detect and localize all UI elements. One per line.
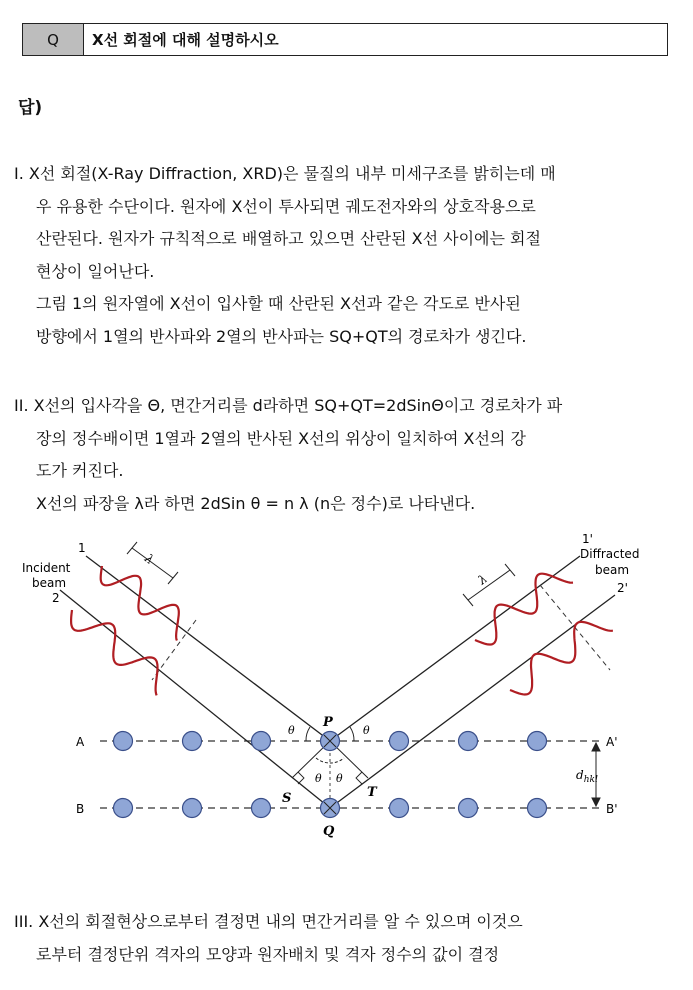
- row-a-prime-label: A': [606, 735, 618, 749]
- question-box: [22, 23, 668, 56]
- ray-label-1-prime: 1': [582, 532, 593, 546]
- section-2-line: II. X선의 입사각을 Θ, 면간거리를 d라하면 SQ+QT=2dSinΘ이고 경로차가 파: [14, 396, 563, 415]
- ray-label-2: 2: [52, 591, 60, 605]
- question-text: X선 회절에 대해 설명하시오: [92, 31, 279, 49]
- incident-label-1: Incident: [22, 561, 71, 575]
- incident-wave-1: [101, 566, 179, 641]
- lambda-marker-incident: [127, 542, 178, 584]
- lambda-label-diffracted: λ: [475, 571, 490, 588]
- atom: [114, 732, 133, 751]
- theta-arc-1: [306, 727, 310, 741]
- question-label: Q: [23, 24, 84, 55]
- section-3-line: 로부터 결정단위 격자의 모양과 원자배치 및 격자 정수의 값이 결정: [36, 944, 500, 964]
- theta-label-1: θ: [288, 724, 295, 737]
- theta-arc-2: [350, 727, 354, 741]
- lambda-label-incident: λ: [142, 551, 157, 567]
- spacing-label: $d_{hkl}$: [576, 768, 598, 785]
- row-b-prime-label: B': [606, 802, 618, 816]
- xrd-diagram-svg: [20, 530, 670, 845]
- section-1-line: 우 유용한 수단이다. 원자에 X선이 투사되면 궤도전자와의 상호작용으로: [36, 196, 536, 216]
- point-s-label: S: [282, 791, 292, 806]
- atom: [390, 799, 409, 818]
- section-1-line: 그림 1의 원자열에 X선이 입사할 때 산란된 X선과 같은 각도로 반사된: [36, 294, 521, 313]
- section-2-line: 도가 커진다.: [36, 461, 124, 480]
- atom: [183, 799, 202, 818]
- ray-label-2-prime: 2': [617, 581, 628, 595]
- row-a-label: A: [76, 735, 85, 749]
- atom: [183, 732, 202, 751]
- theta-label-2: θ: [363, 724, 370, 737]
- lambda-marker-diffracted: [463, 564, 515, 606]
- ray-label-1: 1: [78, 541, 86, 555]
- point-t-label: T: [367, 785, 377, 800]
- xrd-diagram: [20, 530, 670, 845]
- section-1-line: 산란된다. 원자가 규칙적으로 배열하고 있으면 산란된 X선 사이에는 회절: [36, 229, 541, 248]
- diffracted-label-2: beam: [595, 563, 630, 577]
- point-q-label: Q: [323, 824, 335, 839]
- atom: [390, 732, 409, 751]
- section-3: [14, 906, 669, 971]
- section-2: [14, 390, 669, 520]
- theta-label-4: θ: [336, 772, 343, 785]
- section-1-line: 현상이 일어난다.: [36, 261, 155, 281]
- atom: [459, 732, 478, 751]
- right-angle-t: [356, 772, 362, 784]
- atoms: [114, 732, 547, 818]
- row-b-label: B: [76, 802, 85, 816]
- theta-label-3: θ: [315, 772, 322, 785]
- incident-wavefront: [152, 620, 196, 680]
- section-1-line: 방향에서 1열의 반사파와 2열의 반사파는 SQ+QT의 경로차가 생긴다.: [36, 326, 527, 346]
- incident-label-2: beam: [32, 576, 67, 590]
- section-1-line: I. X선 회절(X-Ray Diffraction, XRD)은 물질의 내부 미세구조를 밝히는데 매: [14, 164, 556, 183]
- atom: [459, 799, 478, 818]
- atom: [252, 732, 271, 751]
- section-2-line: 장의 정수배이면 1열과 2열의 반사된 X선의 위상이 일치하여 X선의 강: [36, 428, 526, 448]
- atom: [114, 799, 133, 818]
- section-1: [14, 158, 669, 353]
- ray-2-diffracted: [330, 595, 615, 808]
- section-2-line: X선의 파장을 λ라 하면 2dSin θ = n λ (n은 정수)로 나타낸다.: [36, 493, 476, 513]
- ray-1-incident: [86, 556, 330, 741]
- point-p-label: P: [323, 715, 333, 730]
- incident-wave-2: [71, 610, 157, 695]
- diffracted-wave-2: [510, 622, 613, 695]
- ray-2-incident: [60, 590, 330, 808]
- diffracted-label-1: Diffracted: [580, 547, 640, 561]
- atom: [252, 799, 271, 818]
- section-3-line: III. X선의 회절현상으로부터 결정면 내의 면간거리를 알 수 있으며 이것으: [14, 912, 523, 931]
- answer-label: 답): [18, 98, 43, 118]
- atom: [528, 799, 547, 818]
- atom: [528, 732, 547, 751]
